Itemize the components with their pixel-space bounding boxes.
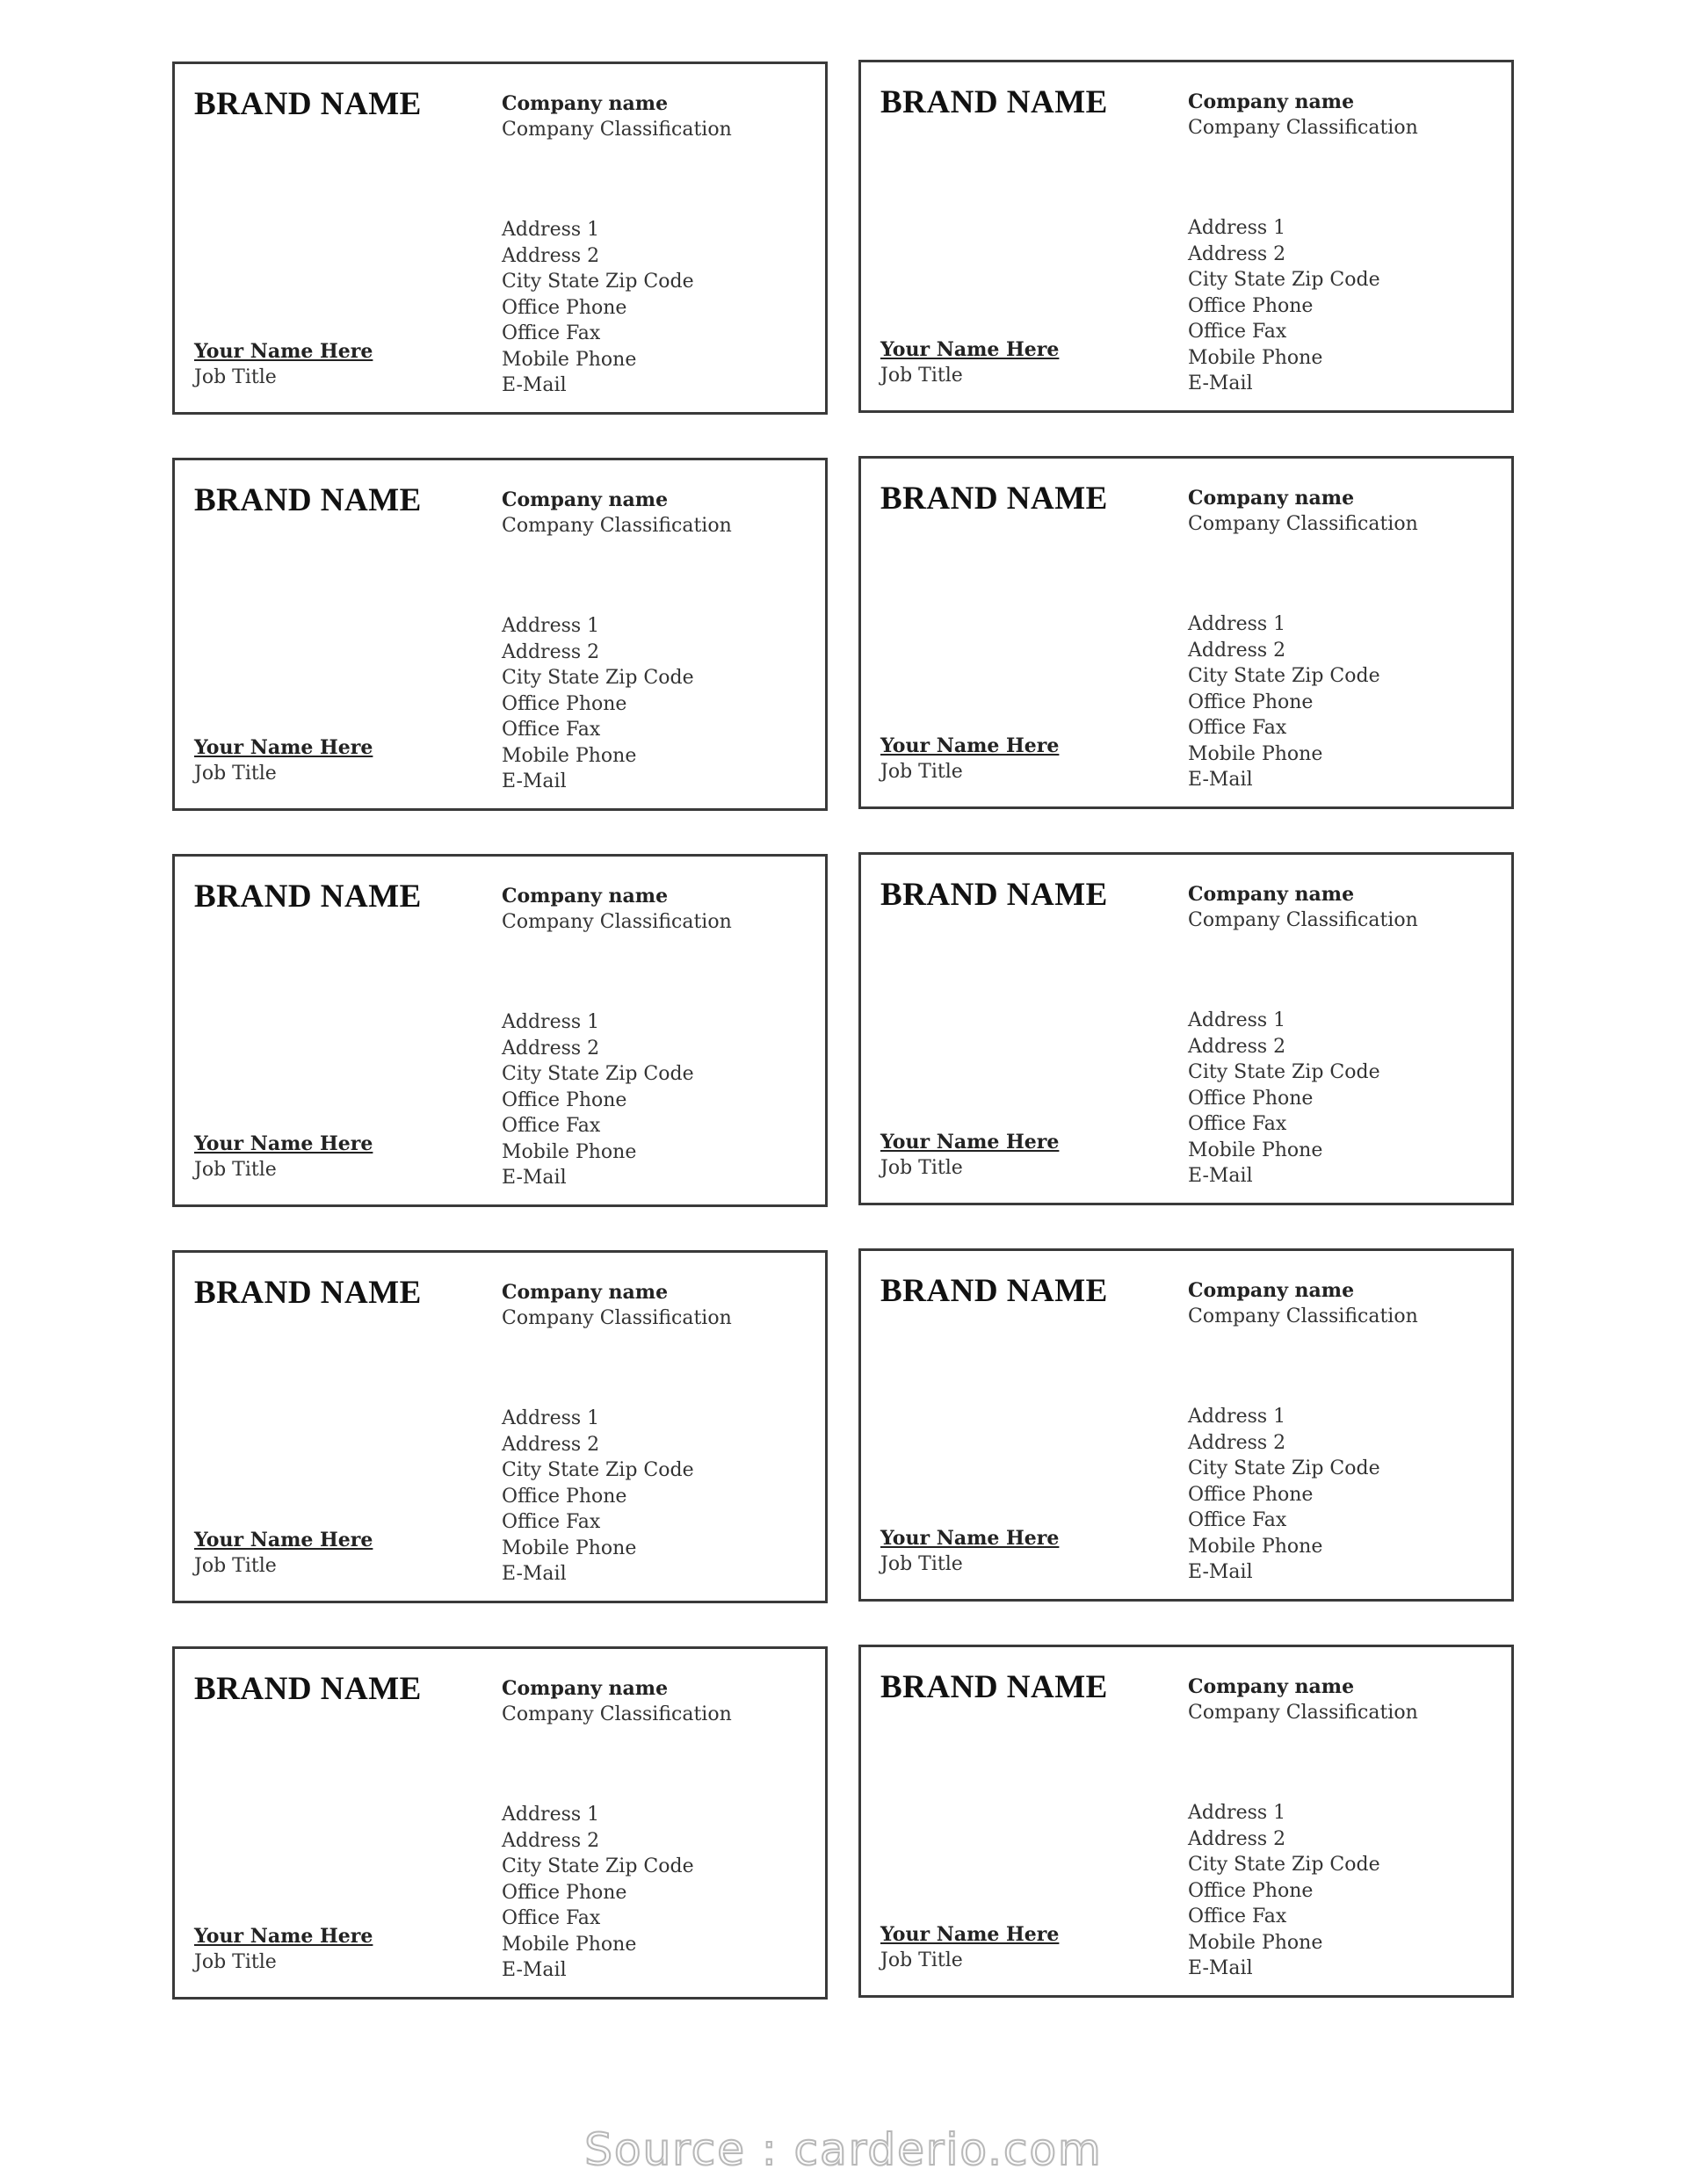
company-name: Company name (502, 92, 669, 115)
contact-block (502, 1009, 694, 1191)
job-title: Job Title (194, 1951, 277, 1973)
email: E-Mail (502, 770, 567, 792)
job-title: Job Title (194, 1555, 277, 1577)
job-title: Job Title (194, 366, 277, 388)
brand-name: BRAND NAME (194, 1671, 422, 1707)
job-title: Job Title (880, 1553, 963, 1575)
email: E-Mail (502, 1167, 567, 1189)
email: E-Mail (1188, 769, 1253, 791)
address-line-1: Address 1 (1188, 1802, 1286, 1824)
address-line-2: Address 2 (1188, 1827, 1286, 1850)
company-name: Company name (1188, 487, 1355, 510)
business-card (858, 852, 1514, 1205)
company-name: Company name (502, 488, 669, 511)
city-state-zip: City State Zip Code (1188, 665, 1380, 687)
city-state-zip: City State Zip Code (502, 1855, 694, 1877)
person-block (880, 1921, 1059, 1974)
person-name: Your Name Here (194, 1529, 373, 1551)
source-watermark: Source : carderio.com (584, 2124, 1103, 2175)
city-state-zip: City State Zip Code (1188, 1457, 1380, 1479)
person-name: Your Name Here (880, 734, 1060, 757)
email: E-Mail (502, 374, 567, 396)
company-name: Company name (502, 885, 669, 908)
office-fax: Office Fax (1188, 321, 1287, 343)
brand-name: BRAND NAME (194, 879, 422, 915)
company-classification: Company Classification (1188, 909, 1418, 931)
office-fax: Office Fax (502, 719, 601, 741)
company-name: Company name (1188, 1279, 1355, 1302)
business-card (858, 1248, 1514, 1602)
company-classification: Company Classification (1188, 1305, 1418, 1327)
business-card (172, 854, 828, 1207)
contact-block (1188, 1008, 1380, 1190)
address-line-1: Address 1 (1188, 613, 1286, 635)
office-fax: Office Fax (1188, 1906, 1287, 1927)
person-name: Your Name Here (880, 338, 1060, 361)
address-line-2: Address 2 (502, 244, 600, 267)
contact-block (1188, 215, 1380, 397)
person-block (194, 734, 373, 787)
mobile-phone: Mobile Phone (1188, 1931, 1323, 1954)
business-card (858, 456, 1514, 809)
address-line-1: Address 1 (502, 1407, 600, 1429)
email: E-Mail (1188, 372, 1253, 394)
office-fax: Office Fax (502, 1115, 601, 1137)
address-line-1: Address 1 (502, 615, 600, 637)
person-name: Your Name Here (880, 1923, 1060, 1946)
office-phone: Office Phone (502, 1485, 627, 1508)
city-state-zip: City State Zip Code (1188, 1061, 1380, 1083)
job-title: Job Title (880, 365, 963, 387)
email: E-Mail (1188, 1165, 1253, 1187)
mobile-phone: Mobile Phone (502, 348, 637, 371)
company-block (502, 487, 732, 539)
job-title: Job Title (194, 763, 277, 785)
mobile-phone: Mobile Phone (502, 1933, 637, 1956)
city-state-zip: City State Zip Code (502, 1063, 694, 1085)
office-phone: Office Phone (502, 1088, 627, 1111)
email: E-Mail (502, 1563, 567, 1585)
contact-block (502, 613, 694, 795)
company-classification: Company Classification (502, 1703, 732, 1725)
office-phone: Office Phone (1188, 691, 1314, 713)
job-title: Job Title (194, 1159, 277, 1181)
business-card (172, 1646, 828, 2000)
address-line-1: Address 1 (502, 1804, 600, 1826)
company-classification: Company Classification (1188, 1702, 1418, 1724)
job-title: Job Title (880, 1157, 963, 1179)
brand-name: BRAND NAME (880, 481, 1108, 517)
mobile-phone: Mobile Phone (1188, 1139, 1323, 1161)
company-classification: Company Classification (502, 1307, 732, 1329)
person-block (194, 1131, 373, 1183)
contact-block (1188, 1404, 1380, 1586)
person-block (880, 336, 1059, 389)
office-fax: Office Fax (1188, 1509, 1287, 1531)
city-state-zip: City State Zip Code (1188, 1854, 1380, 1876)
business-card (172, 61, 828, 415)
company-block (502, 883, 732, 936)
person-block (880, 1525, 1059, 1578)
brand-name: BRAND NAME (880, 1669, 1108, 1705)
contact-block (1188, 1800, 1380, 1982)
mobile-phone: Mobile Phone (502, 1140, 637, 1163)
brand-name: BRAND NAME (880, 877, 1108, 913)
email: E-Mail (502, 1959, 567, 1981)
office-fax: Office Fax (502, 1511, 601, 1533)
person-block (194, 338, 373, 391)
office-phone: Office Phone (502, 692, 627, 715)
person-name: Your Name Here (194, 736, 373, 759)
address-line-2: Address 2 (502, 640, 600, 663)
address-line-2: Address 2 (1188, 1035, 1286, 1058)
contact-block (1188, 611, 1380, 793)
city-state-zip: City State Zip Code (1188, 269, 1380, 291)
company-name: Company name (502, 1677, 669, 1700)
address-line-2: Address 2 (502, 1829, 600, 1852)
mobile-phone: Mobile Phone (1188, 1535, 1323, 1558)
brand-name: BRAND NAME (880, 84, 1108, 120)
office-phone: Office Phone (1188, 1483, 1314, 1506)
brand-name: BRAND NAME (194, 1275, 422, 1311)
brand-name: BRAND NAME (194, 482, 422, 518)
company-classification: Company Classification (1188, 513, 1418, 535)
city-state-zip: City State Zip Code (502, 1459, 694, 1481)
company-block (502, 1279, 732, 1332)
address-line-2: Address 2 (502, 1037, 600, 1059)
email: E-Mail (1188, 1957, 1253, 1979)
city-state-zip: City State Zip Code (502, 271, 694, 293)
address-line-1: Address 1 (502, 219, 600, 241)
business-card (172, 458, 828, 811)
company-name: Company name (1188, 883, 1355, 906)
company-block (1188, 1277, 1418, 1330)
business-card (172, 1250, 828, 1603)
address-line-2: Address 2 (1188, 639, 1286, 662)
city-state-zip: City State Zip Code (502, 667, 694, 689)
office-phone: Office Phone (502, 296, 627, 319)
address-line-2: Address 2 (1188, 242, 1286, 265)
office-phone: Office Phone (1188, 294, 1314, 317)
person-block (194, 1923, 373, 1976)
person-block (880, 733, 1059, 785)
business-card (858, 60, 1514, 413)
mobile-phone: Mobile Phone (1188, 346, 1323, 369)
person-block (880, 1129, 1059, 1182)
person-name: Your Name Here (880, 1527, 1060, 1550)
address-line-1: Address 1 (502, 1011, 600, 1033)
address-line-1: Address 1 (1188, 1009, 1286, 1031)
person-name: Your Name Here (194, 1925, 373, 1948)
office-fax: Office Fax (502, 1907, 601, 1929)
address-line-1: Address 1 (1188, 217, 1286, 239)
job-title: Job Title (880, 761, 963, 783)
company-block (1188, 1674, 1418, 1726)
company-block (1188, 89, 1418, 141)
office-phone: Office Phone (1188, 1879, 1314, 1902)
company-classification: Company Classification (502, 515, 732, 537)
address-line-2: Address 2 (1188, 1431, 1286, 1454)
office-fax: Office Fax (1188, 717, 1287, 739)
email: E-Mail (1188, 1561, 1253, 1583)
person-block (194, 1527, 373, 1580)
contact-block (502, 217, 694, 399)
company-name: Company name (1188, 90, 1355, 113)
office-fax: Office Fax (502, 322, 601, 344)
company-name: Company name (502, 1281, 669, 1304)
company-block (1188, 881, 1418, 934)
job-title: Job Title (880, 1949, 963, 1971)
brand-name: BRAND NAME (880, 1273, 1108, 1309)
person-name: Your Name Here (194, 340, 373, 363)
company-block (502, 90, 732, 143)
mobile-phone: Mobile Phone (502, 1537, 637, 1559)
company-block (1188, 485, 1418, 538)
contact-block (502, 1406, 694, 1587)
address-line-2: Address 2 (502, 1433, 600, 1456)
brand-name: BRAND NAME (194, 86, 422, 122)
office-fax: Office Fax (1188, 1113, 1287, 1135)
company-block (502, 1675, 732, 1728)
business-card (858, 1645, 1514, 1998)
office-phone: Office Phone (502, 1881, 627, 1904)
mobile-phone: Mobile Phone (1188, 742, 1323, 765)
contact-block (502, 1802, 694, 1984)
mobile-phone: Mobile Phone (502, 744, 637, 767)
address-line-1: Address 1 (1188, 1406, 1286, 1428)
company-classification: Company Classification (502, 911, 732, 933)
company-name: Company name (1188, 1675, 1355, 1698)
company-classification: Company Classification (502, 119, 732, 141)
person-name: Your Name Here (880, 1131, 1060, 1153)
company-classification: Company Classification (1188, 117, 1418, 139)
office-phone: Office Phone (1188, 1087, 1314, 1110)
person-name: Your Name Here (194, 1132, 373, 1155)
